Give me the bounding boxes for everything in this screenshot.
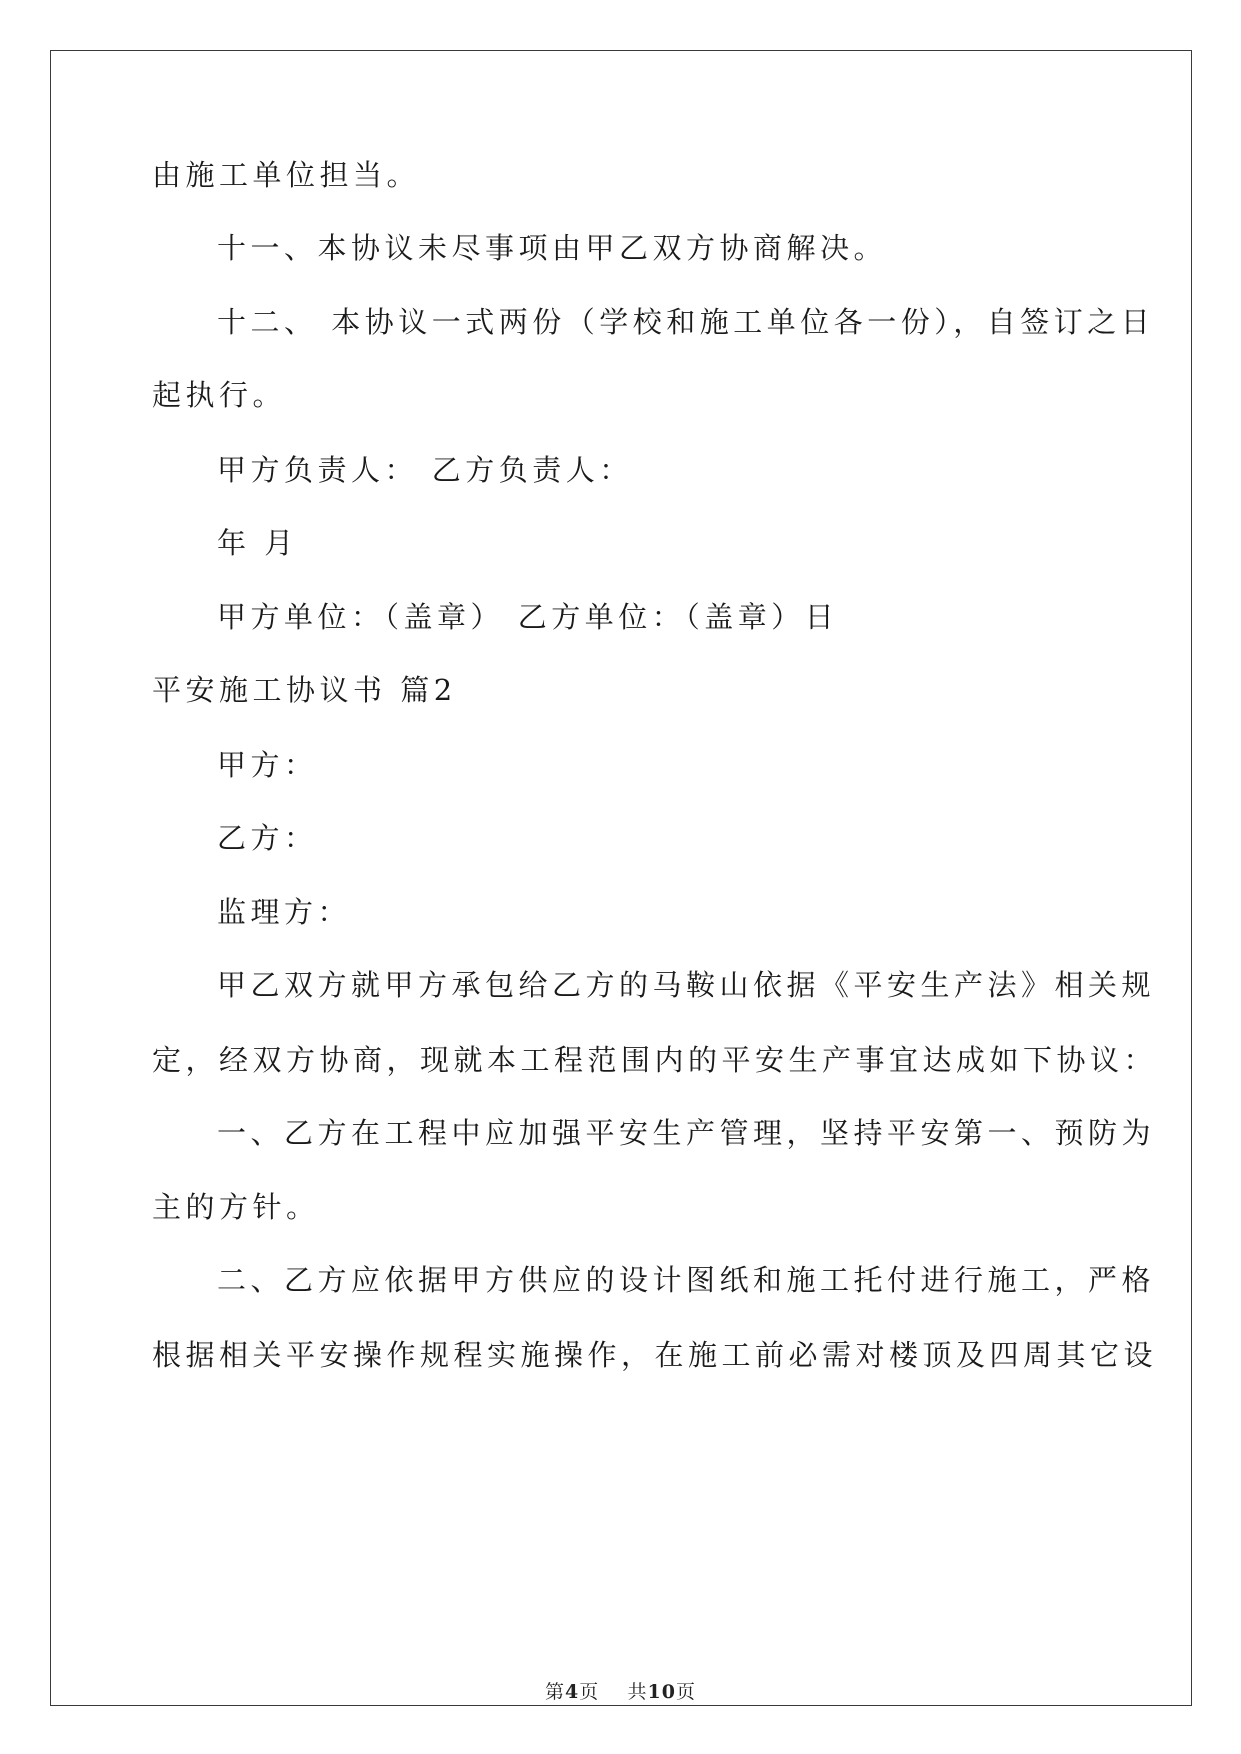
text-line: 一、乙方在工程中应加强平安生产管理，坚持平安第一、预防为 (217, 1116, 1156, 1150)
text-line: 二、乙方应依据甲方供应的设计图纸和施工托付进行施工，严格 (217, 1263, 1156, 1297)
text-line: 甲乙双方就甲方承包给乙方的马鞍山依据《平安生产法》相关规 (217, 968, 1156, 1002)
page-prefix: 第 (545, 1681, 566, 1703)
text-line: 主的方针。 (152, 1190, 320, 1224)
text-line: 甲方单位：（盖章） 乙方单位：（盖章）日 (217, 600, 839, 634)
text-line: 甲方： (217, 748, 318, 782)
total-suffix: 页 (675, 1681, 696, 1703)
page-number: 4 (565, 1681, 580, 1703)
text-line: 甲方负责人： 乙方负责人： (217, 453, 633, 487)
page-footer (0, 1677, 1241, 1704)
section-heading: 平安施工协议书 篇2 (152, 673, 457, 707)
text-line: 监理方： (217, 895, 352, 929)
text-line: 起执行。 (152, 378, 287, 412)
text-line: 根据相关平安操作规程实施操作，在施工前必需对楼顶及四周其它设 (152, 1338, 1158, 1372)
text-line: 十二、 本协议一式两份（学校和施工单位各一份），自签订之日 (217, 305, 1155, 339)
text-line: 十一、本协议未尽事项由甲乙双方协商解决。 (217, 231, 888, 265)
page-border (50, 50, 1192, 1706)
text-line: 乙方： (217, 821, 318, 855)
total-pages: 10 (647, 1681, 676, 1703)
text-line: 定，经双方协商，现就本工程范围内的平安生产事宜达成如下协议： (152, 1043, 1158, 1077)
text-line: 由施工单位担当。 (152, 158, 421, 192)
text-line: 年 月 (217, 526, 298, 560)
page-suffix: 页 (579, 1681, 600, 1703)
total-prefix: 共 (627, 1681, 648, 1703)
